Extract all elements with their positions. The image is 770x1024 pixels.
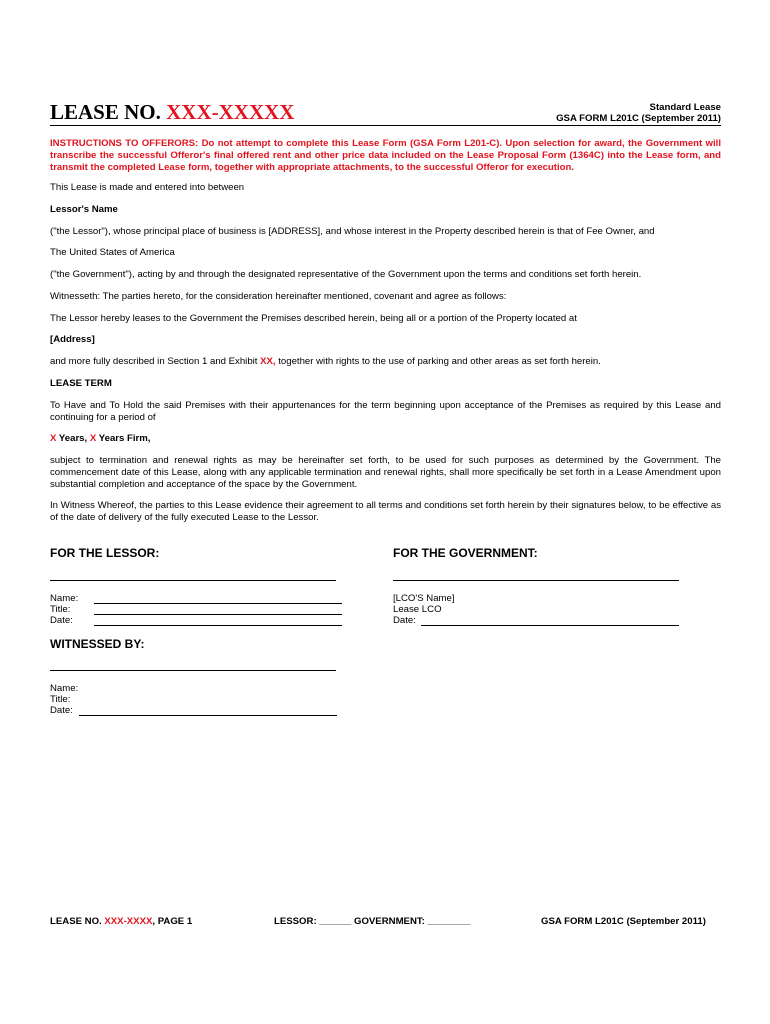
term-firm-label: Years Firm,: [96, 433, 151, 444]
lessor-date-line[interactable]: [94, 625, 342, 626]
lessor-name-line[interactable]: [94, 603, 342, 604]
lease-number-title: [50, 100, 294, 124]
government-signature-heading: FOR THE GOVERNMENT:: [393, 546, 538, 560]
described-pre: and more fully described in Section 1 and Exhibit: [50, 356, 261, 367]
witness-signature-line[interactable]: [50, 670, 336, 671]
government-date-line[interactable]: [421, 625, 679, 626]
standard-lease-label: Standard Lease: [649, 102, 721, 113]
government-signature-line[interactable]: [393, 580, 679, 581]
to-have-text: To Have and To Hold the said Premises with their appurtenances for the term beginning upon acceptance of the Premises as required by this Lease and continuing for a period of: [50, 400, 721, 423]
lco-title: Lease LCO: [393, 604, 442, 615]
premises-text: The Lessor hereby leases to the Government the Premises described herein, being all or a portion of the Property located at: [50, 313, 577, 324]
footer-initials: LESSOR: ______ GOVERNMENT: ________: [274, 916, 471, 927]
footer-page-number: , PAGE 1: [152, 916, 193, 927]
witness-name-label: Name:: [50, 683, 79, 694]
witnesseth-text: Witnesseth: The parties hereto, for the consideration hereinafter mentioned, covenant and agree as follows:: [50, 291, 507, 302]
footer-lease-value: XXX-XXXX: [104, 916, 153, 927]
footer-lease-number: [50, 916, 192, 927]
described-post: together with rights to the use of parking and other areas as set forth herein.: [275, 356, 601, 367]
witness-title-label: Title:: [50, 694, 71, 705]
intro-text: This Lease is made and entered into between: [50, 182, 245, 193]
lease-number-label: LEASE NO.: [50, 100, 167, 124]
form-identifier: [556, 102, 721, 124]
described-text: [50, 356, 721, 368]
lessor-name-label: Name:: [50, 593, 79, 604]
header-divider: [50, 125, 721, 126]
lease-term-heading: LEASE TERM: [50, 378, 112, 389]
lease-number-value: XXX-XXXXX: [166, 100, 295, 124]
witnessed-by-heading: WITNESSED BY:: [50, 637, 145, 651]
lessor-description: ("the Lessor"), whose principal place of business is [ADDRESS], and whose interest in the Property described herein is that of Fee Owner, and: [50, 226, 655, 237]
property-address: [Address]: [50, 334, 95, 345]
government-party: The United States of America: [50, 247, 175, 258]
lessor-date-label: Date:: [50, 615, 73, 626]
term-firm-value: X: [89, 433, 97, 444]
lessor-title-line[interactable]: [94, 614, 342, 615]
term-years-label: Years,: [56, 433, 90, 444]
footer-form-id: GSA FORM L201C (September 2011): [541, 916, 706, 927]
footer-lease-label: LEASE NO.: [50, 916, 105, 927]
lease-term-years: [50, 433, 721, 445]
government-description: ("the Government"), acting by and through the designated representative of the Government upon the terms and conditions set forth herein.: [50, 269, 642, 280]
government-date-label: Date:: [393, 615, 416, 626]
term-years-value: X: [50, 433, 57, 444]
exhibit-reference: XX,: [260, 356, 276, 367]
lessor-signature-line[interactable]: [50, 580, 336, 581]
lessor-signature-heading: FOR THE LESSOR:: [50, 546, 160, 560]
in-witness-text: In Witness Whereof, the parties to this Lease evidence their agreement to all terms and conditions set forth herein by their signatures below, to be effective as of the date of delivery of the fully executed Lease to the Lessor.: [50, 500, 721, 523]
gsa-form-label: GSA FORM L201C (September 2011): [556, 113, 721, 124]
witness-date-line[interactable]: [79, 715, 337, 716]
lessor-title-label: Title:: [50, 604, 71, 615]
instructions-to-offerors: INSTRUCTIONS TO OFFERORS: Do not attempt to complete this Lease Form (GSA Form L201-C). Upon selection for award, the Government will transcribe the successful Offeror's final offered rent and other price data included on the Lease Proposal Form (1364C) into the Lease form, and transmit the completed Lease form, together with appropriate attachments, to the successful Offeror for execution.: [50, 138, 721, 173]
subject-to-text: subject to termination and renewal rights as may be hereinafter set forth, to be used for such purposes as determined by the Government. The commencement date of this Lease, along with any applicable termination and renewal rights, shall more specifically be set forth in a Lease Amendment upon substantial completion and acceptance of the space by the Government.: [50, 455, 721, 490]
witness-date-label: Date:: [50, 705, 73, 716]
lco-name: [LCO'S Name]: [393, 593, 455, 604]
lessor-name: Lessor's Name: [50, 204, 118, 215]
